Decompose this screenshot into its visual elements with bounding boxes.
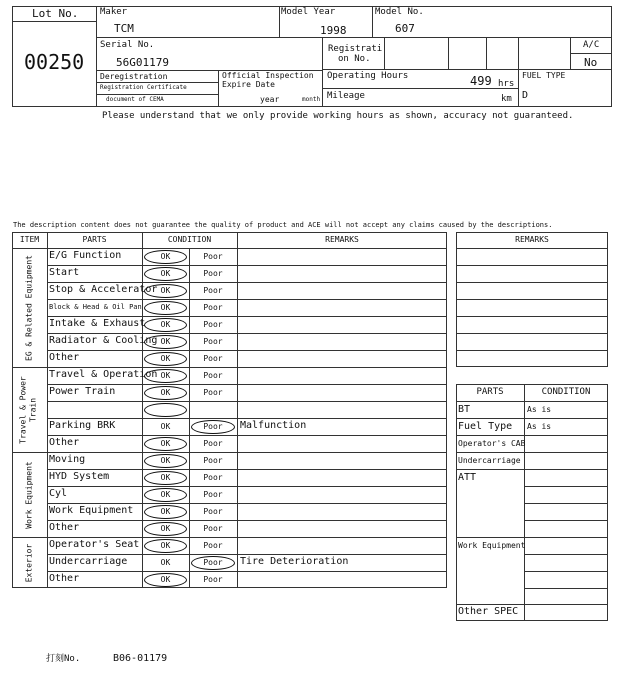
poor-option[interactable]: Poor — [203, 252, 223, 261]
part-label: E/G Function — [49, 250, 122, 261]
ok-selected-circle — [144, 301, 187, 315]
part-label: Radiator & Cooling — [49, 335, 158, 346]
poor-option[interactable]: Poor — [203, 388, 223, 397]
poor-selected-circle — [191, 556, 235, 570]
ok-selected-circle — [144, 505, 187, 519]
part-label: Start — [49, 267, 80, 278]
disclaimer-text: The description content does not guarantee the quality of product and ACE will not accept any claims caused by the descriptions. — [13, 221, 553, 229]
part-label: Parking BRK — [49, 420, 116, 431]
poor-option[interactable]: Poor — [203, 286, 223, 295]
part-label: Travel & Operation — [49, 369, 158, 380]
fuel-type-label: FUEL TYPE — [522, 71, 566, 80]
part-label: Cyl — [49, 488, 68, 499]
ok-option[interactable]: OK — [160, 320, 171, 329]
part-label: Block & Head & Oil Pan — [49, 303, 142, 311]
ok-selected-circle — [144, 284, 187, 298]
part-label: HYD System — [49, 471, 110, 482]
lot-label: Lot No. — [32, 7, 79, 20]
ok-option[interactable]: OK — [160, 303, 171, 312]
poor-option[interactable]: Poor — [203, 303, 223, 312]
inspection-label: Official Inspection — [222, 71, 314, 80]
serial-value: 56G01179 — [116, 56, 169, 69]
maker-label: Maker — [100, 7, 128, 17]
part-label: Power Train — [49, 386, 116, 397]
maker-value: TCM — [114, 22, 134, 35]
ac-label: A/C — [583, 40, 600, 50]
part-label: Moving — [49, 454, 86, 465]
model-year-value: 1998 — [320, 24, 347, 37]
group-label: Travel & Power — [18, 375, 28, 444]
part-label: Other — [49, 522, 80, 533]
registration-label-2: on No. — [338, 54, 371, 64]
ok-selected-circle — [144, 454, 187, 468]
ok-option[interactable]: OK — [160, 507, 171, 516]
work-equipment-label: Work Equipment — [458, 541, 526, 550]
operator-cab-label: Operator's CAB — [458, 439, 526, 448]
poor-option[interactable]: Poor — [203, 269, 223, 278]
poor-selected-circle — [191, 420, 235, 434]
part-label: Other — [49, 352, 80, 363]
ok-selected-circle — [144, 352, 187, 366]
ok-option[interactable]: OK — [160, 286, 171, 295]
ok-selected-circle — [144, 369, 187, 383]
ok-selected-circle — [144, 250, 187, 264]
ok-option[interactable]: OK — [160, 439, 171, 448]
ok-option[interactable]: OK — [160, 473, 171, 482]
part-label: Undercarriage — [49, 556, 128, 567]
part-label: Other — [49, 573, 80, 584]
fuel-type-value: D — [522, 90, 529, 101]
part-label: Other — [49, 437, 80, 448]
group-label: EG & Related Equipment — [24, 254, 34, 361]
side-condition-header: CONDITION — [541, 387, 591, 397]
fuel-type-label: Fuel Type — [458, 421, 513, 432]
inspection-label-2: Expire Date — [222, 80, 275, 89]
ok-option[interactable]: OK — [160, 541, 171, 550]
header-parts: PARTS — [82, 235, 107, 244]
ok-selected-circle — [144, 267, 187, 281]
undercarriage-label: Undercarriage — [458, 456, 521, 465]
reg-cert-label: Registration Certificate — [100, 84, 187, 91]
group-label: Exterior — [24, 543, 34, 582]
ok-selected-circle — [144, 437, 187, 451]
poor-option[interactable]: Poor — [203, 422, 223, 431]
ok-selected-circle — [144, 488, 187, 502]
poor-option[interactable]: Poor — [203, 490, 223, 499]
year-label: year — [260, 95, 280, 104]
registration-label: Registrati — [328, 44, 383, 54]
ok-selected-circle — [144, 573, 187, 587]
ok-option[interactable]: OK — [160, 558, 171, 567]
other-spec-label: Other SPEC — [458, 606, 519, 617]
bt-value: As is — [527, 405, 552, 414]
part-label: Work Equipment — [49, 505, 134, 516]
poor-option[interactable]: Poor — [203, 456, 223, 465]
stamp-no-value: B06-01179 — [113, 653, 168, 664]
fuel-type-value: As is — [527, 422, 552, 431]
ok-selected-circle — [144, 471, 187, 485]
ac-value: No — [584, 56, 598, 69]
poor-option[interactable]: Poor — [203, 575, 223, 584]
ok-selected-circle — [144, 403, 187, 417]
serial-label: Serial No. — [100, 40, 155, 50]
header-condition: CONDITION — [167, 235, 212, 244]
poor-option[interactable]: Poor — [203, 541, 223, 550]
model-no-value: 607 — [395, 22, 415, 35]
model-no-label: Model No. — [375, 7, 424, 17]
poor-option[interactable]: Poor — [203, 558, 223, 567]
ok-option[interactable]: OK — [160, 269, 171, 278]
poor-option[interactable]: Poor — [203, 439, 223, 448]
side-parts-header: PARTS — [476, 387, 504, 397]
ok-option[interactable]: OK — [160, 524, 171, 533]
group-label: Work Equipment — [24, 460, 34, 529]
hours-note: Please understand that we only provide working hours as shown, accuracy not guaranteed. — [102, 111, 574, 121]
cema-label: document of CEMA — [106, 96, 164, 103]
operating-hours-label: Operating Hours — [327, 71, 409, 81]
poor-option[interactable]: Poor — [203, 473, 223, 482]
lot-number: 00250 — [24, 50, 85, 74]
ok-option[interactable]: OK — [160, 388, 171, 397]
header-remarks: REMARKS — [325, 235, 359, 244]
poor-option[interactable]: Poor — [203, 354, 223, 363]
ok-option[interactable]: OK — [160, 456, 171, 465]
ok-option[interactable]: OK — [160, 354, 171, 363]
ok-option[interactable]: OK — [160, 575, 171, 584]
ok-selected-circle — [144, 335, 187, 349]
group-label-2: Train — [28, 397, 38, 422]
km-unit: km — [501, 94, 512, 104]
hours-value: 499 — [470, 74, 492, 88]
poor-option[interactable]: Poor — [203, 371, 223, 380]
poor-option[interactable]: Poor — [203, 524, 223, 533]
ok-option[interactable]: OK — [160, 490, 171, 499]
hours-unit: hrs — [498, 79, 515, 89]
remark-text: Tire Deterioration — [240, 556, 349, 567]
poor-option[interactable]: Poor — [203, 320, 223, 329]
ok-selected-circle — [144, 539, 187, 553]
poor-option[interactable]: Poor — [203, 337, 223, 346]
att-label: ATT — [458, 472, 477, 483]
part-label: Operator's Seat — [49, 539, 140, 550]
month-label: month — [302, 96, 321, 103]
mileage-label: Mileage — [327, 91, 365, 101]
part-label: Stop & Accelerator — [49, 284, 158, 295]
ok-selected-circle — [144, 386, 187, 400]
side-remarks-header: REMARKS — [515, 235, 549, 244]
ok-option[interactable]: OK — [160, 422, 171, 431]
part-label: Intake & Exhaust — [49, 318, 146, 329]
ok-selected-circle — [144, 318, 187, 332]
bt-label: BT — [458, 404, 471, 415]
deregistration-label: Deregistration — [100, 72, 168, 81]
stamp-no-label: 打刻No. — [46, 654, 81, 664]
header-item: ITEM — [19, 235, 40, 244]
ok-selected-circle — [144, 522, 187, 536]
poor-option[interactable]: Poor — [203, 507, 223, 516]
ok-option[interactable]: OK — [160, 337, 171, 346]
ok-option[interactable]: OK — [160, 371, 171, 380]
model-year-label: Model Year — [281, 7, 336, 17]
remark-text: Malfunction — [240, 420, 307, 431]
ok-option[interactable]: OK — [160, 252, 171, 261]
